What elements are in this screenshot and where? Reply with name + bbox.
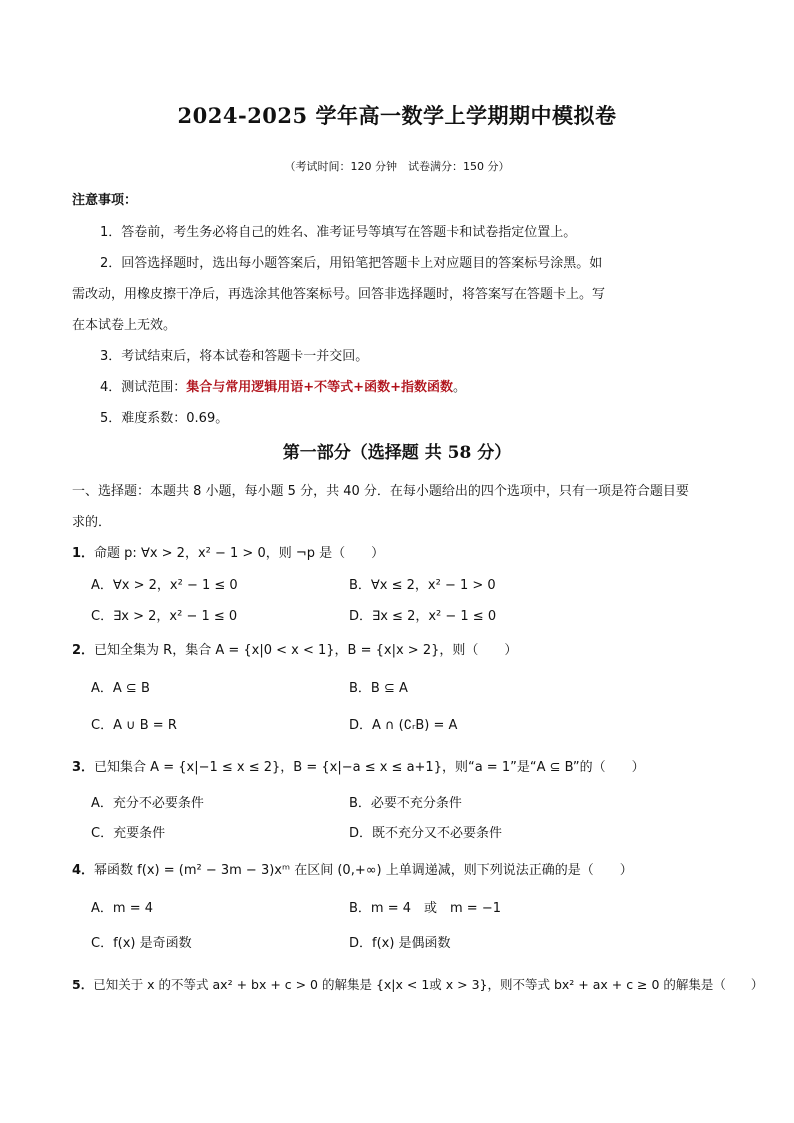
section-title: 第一部分（选择题 共 58 分） <box>282 443 512 463</box>
question-1-option-a: A．∀x > 2，x² − 1 ≤ 0 <box>91 578 238 593</box>
question-2 <box>72 643 517 659</box>
question-4-option-d: D．f(x) 是偶函数 <box>349 936 451 951</box>
note-item-2-line-2: 需改动，用橡皮擦干净后，再选涂其他答案标号。回答非选择题时，将答案写在答题卡上。写 <box>72 287 606 302</box>
exam-subtitle: （考试时间：120 分钟 试卷满分：150 分） <box>284 160 510 173</box>
question-4-option-c: C．f(x) 是奇函数 <box>91 936 192 951</box>
exam-title: 2024-2025 学年高一数学上学期期中模拟卷 <box>177 103 617 128</box>
question-3-option-d: D．既不充分又不必要条件 <box>349 826 503 841</box>
note-item-4-suffix: 。 <box>452 380 466 395</box>
note-item-2-line-1: 2．回答选择题时，选出每小题答案后，用铅笔把答题卡上对应题目的答案标号涂黑。如 <box>100 256 603 271</box>
section-intro-line-1: 一、选择题：本题共 8 小题，每小题 5 分，共 40 分．在每小题给出的四个选项中，只有一项是符合题目要 <box>72 484 689 499</box>
question-3-option-c: C．充要条件 <box>91 826 166 841</box>
question-3-option-a: A．充分不必要条件 <box>91 796 204 811</box>
question-stem: 命题 p: ∀x > 2，x² − 1 > 0，则 ¬p 是（ ） <box>94 546 385 561</box>
question-stem: 已知全集为 R，集合 A = {x|0 < x < 1}，B = {x|x > 2}，则（ ） <box>94 643 518 658</box>
test-scope: 集合与常用逻辑用语+不等式+函数+指数函数 <box>186 380 453 395</box>
question-2-option-a: A．A ⊆ B <box>91 681 150 696</box>
question-4-option-b: B．m = 4 或 m = −1 <box>349 901 501 916</box>
question-2-option-b: B．B ⊆ A <box>349 681 408 696</box>
question-1 <box>72 546 384 562</box>
question-number: 3． <box>72 760 95 775</box>
question-4-option-a: A．m = 4 <box>91 901 153 916</box>
question-2-option-d: D．A ∩ (∁ᵣB) = A <box>349 718 458 733</box>
question-4 <box>72 863 633 879</box>
question-number: 5． <box>72 977 94 992</box>
question-number: 4． <box>72 863 95 878</box>
note-item-4-prefix: 4．测试范围： <box>100 380 187 395</box>
question-3-option-b: B．必要不充分条件 <box>349 796 462 811</box>
question-2-option-c: C．A ∪ B = R <box>91 718 177 733</box>
question-number: 2． <box>72 643 95 658</box>
note-item-1: 1．答卷前，考生务必将自己的姓名、准考证号等填写在答题卡和试卷指定位置上。 <box>100 225 577 240</box>
question-number: 1． <box>72 546 95 561</box>
question-1-option-d: D．∃x ≤ 2，x² − 1 ≤ 0 <box>349 609 497 624</box>
question-1-option-c: C．∃x > 2，x² − 1 ≤ 0 <box>91 609 238 624</box>
question-stem: 幂函数 f(x) = (m² − 3m − 3)xᵐ 在区间 (0,+∞) 上单调递减，则下列说法正确的是（ ） <box>94 863 633 878</box>
question-stem: 已知集合 A = {x|−1 ≤ x ≤ 2}，B = {x|−a ≤ x ≤ a+1}，则“a = 1”是“A ⊆ B”的（ ） <box>94 760 645 775</box>
question-stem: 已知关于 x 的不等式 ax² + bx + c > 0 的解集是 {x|x < 1或 x > 3}，则不等式 bx² + ax + c ≥ 0 的解集是（ ） <box>93 977 764 992</box>
notes-heading: 注意事项： <box>72 193 138 208</box>
note-item-5: 5．难度系数：0.69。 <box>100 411 229 426</box>
note-item-4 <box>100 380 466 396</box>
section-intro-line-2: 求的． <box>72 515 112 530</box>
question-3 <box>72 760 645 776</box>
note-item-3: 3．考试结束后，将本试卷和答题卡一并交回。 <box>100 349 369 364</box>
question-5 <box>72 977 763 992</box>
note-item-2-line-3: 在本试卷上无效。 <box>72 318 177 333</box>
question-1-option-b: B．∀x ≤ 2，x² − 1 > 0 <box>349 578 496 593</box>
